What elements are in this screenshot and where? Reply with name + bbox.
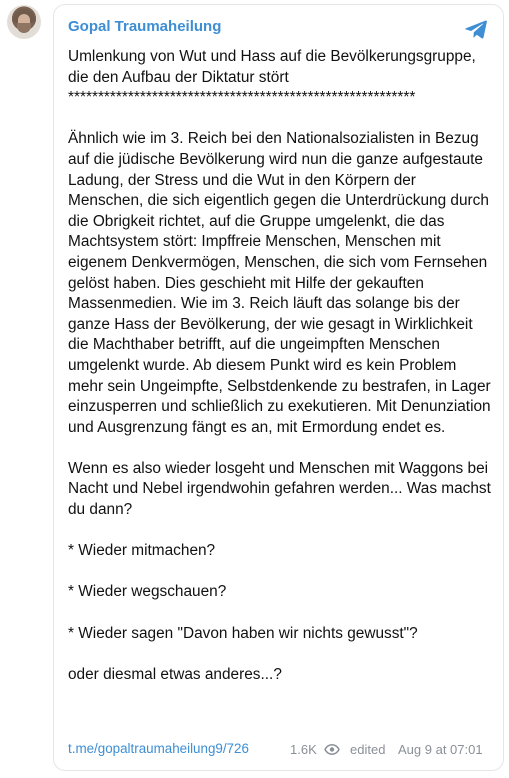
message-paragraph: * Wieder wegschauen? (68, 583, 227, 601)
message-paragraph: * Wieder mitmachen? (68, 542, 216, 560)
message-paragraph: oder diesmal etwas anderes...? (68, 665, 282, 683)
eye-icon (324, 744, 340, 755)
message-bubble (53, 4, 504, 771)
channel-name[interactable]: Gopal Traumaheilung (68, 18, 222, 35)
view-count: 1.6K (290, 742, 317, 757)
message-paragraph: Umlenkung von Wut und Hass auf die Bevölkerungsgruppe, die den Aufbau der Diktatur stört ********************************************************** (68, 48, 476, 107)
message-link[interactable]: t.me/gopaltraumaheilung9/726 (68, 741, 249, 756)
telegram-icon[interactable] (463, 16, 489, 42)
message-paragraph: Ähnlich wie im 3. Reich bei den Nationalsozialisten in Bezug auf die jüdische Bevölkerung wird nun die ganze aufgestaute Ladung, der Stress und die Wut in den Körpern der Menschen, die sich eigentlich gegen die Unterdrückung durch die Obrigkeit richtet, auf die Gruppe umgelenkt, die das Machtsystem stört: Impffreie Menschen, Menschen mit eigenem Denkvermögen, Menschen, die sich vom Fernsehen gelöst haben. Dies geschieht mit Hilfe der gekauften Massenmedien. Wie im 3. Reich läuft das solange bis der ganze Hass der Bevölkerung, der wie gesagt in Wirklichkeit die Machthaber betrifft, auf die ungeimpften Menschen umgelenkt wurde. Ab diesem Punkt wird es kein Problem mehr sein Ungeimpfte, Selbstdenkende zu bestrafen, in Lager einzusperren und schließlich zu exekutieren. Mit Denunziation und Ausgrenzung fängt es an, mit Ermordung endet es. (68, 130, 495, 436)
message-footer (68, 741, 488, 761)
message-paragraph: * Wieder sagen "Davon haben wir nichts gewusst"? (68, 624, 418, 642)
message-date[interactable]: Aug 9 at 07:01 (398, 742, 483, 757)
message-paragraph: Wenn es also wieder losgeht und Menschen mit Waggons bei Nacht und Nebel irgendwohin gefahren werden... Was machst du dann? (68, 459, 496, 519)
edited-label: edited (350, 742, 386, 757)
message-text (68, 47, 496, 706)
channel-avatar[interactable] (7, 5, 41, 39)
